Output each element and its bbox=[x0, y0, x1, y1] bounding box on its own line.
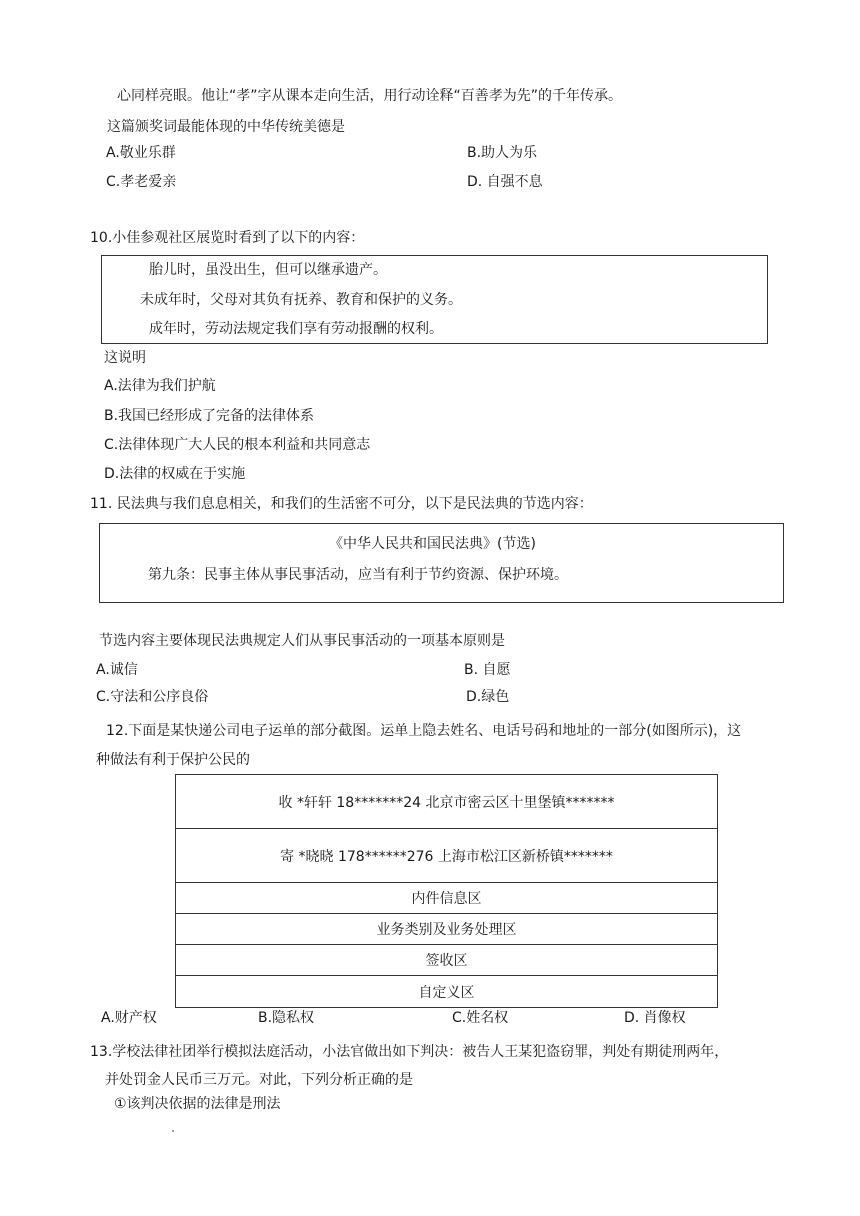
q13-item-1: ①该判决依据的法律是刑法 bbox=[114, 1096, 281, 1112]
waybill-contents-row: 内件信息区 bbox=[176, 883, 717, 914]
q12-option-d: D. 肖像权 bbox=[624, 1010, 686, 1026]
q12-stem-line-1: 12.下面是某快递公司电子运单的部分截图。运单上隐去姓名、电话号码和地址的一部分(如图所示)，这 bbox=[106, 723, 742, 739]
waybill-service-row: 业务类别及业务处理区 bbox=[176, 914, 717, 945]
q10-box-line-3: 成年时，劳动法规定我们享有劳动报酬的权利。 bbox=[149, 321, 443, 337]
q10-box-line-2: 未成年时，父母对其负有抚养、教育和保护的义务。 bbox=[140, 292, 462, 308]
q10-option-d: D.法律的权威在于实施 bbox=[104, 466, 246, 482]
q10-box-line-1: 胎儿时，虽没出生，但可以继承遗产。 bbox=[149, 262, 387, 278]
q11-box-text: 第九条：民事主体从事民事活动，应当有利于节约资源、保护环境。 bbox=[148, 567, 568, 583]
q13-stem-line-2: 并处罚金人民币三万元。对此，下列分析正确的是 bbox=[105, 1072, 413, 1088]
q11-stem: 11. 民法典与我们息息相关，和我们的生活密不可分，以下是民法典的节选内容： bbox=[90, 496, 593, 512]
page-mark bbox=[172, 1130, 174, 1132]
waybill-table bbox=[175, 774, 718, 1008]
q9-option-a: A.敬业乐群 bbox=[106, 145, 176, 161]
waybill-recipient-row: 收 *轩轩 18*******24 北京市密云区十里堡镇******* bbox=[176, 775, 717, 829]
q11-option-d: D.绿色 bbox=[466, 689, 510, 705]
q11-option-c: C.守法和公序良俗 bbox=[96, 689, 209, 705]
q11-option-b: B. 自愿 bbox=[464, 662, 511, 678]
q12-stem-line-2: 种做法有利于保护公民的 bbox=[96, 752, 250, 768]
q12-option-c: C.姓名权 bbox=[452, 1010, 509, 1026]
q9-continuation-line: 心同样亮眼。他让“孝”字从课本走向生活，用行动诠释“百善孝为先”的千年传承。 bbox=[117, 88, 623, 104]
q10-prompt: 这说明 bbox=[104, 350, 146, 366]
q10-option-c: C.法律体现广大人民的根本利益和共同意志 bbox=[104, 437, 371, 453]
q12-option-b: B.隐私权 bbox=[258, 1010, 315, 1026]
q9-option-c: C.孝老爱亲 bbox=[106, 174, 177, 190]
q10-stem: 10.小佳参观社区展览时看到了以下的内容： bbox=[90, 230, 365, 246]
q11-option-a: A.诚信 bbox=[96, 662, 138, 678]
q13-stem-line-1: 13.学校法律社团举行模拟法庭活动，小法官做出如下判决：被告人王某犯盗窃罪，判处有期徒刑两年， bbox=[90, 1044, 729, 1060]
q10-option-a: A.法律为我们护航 bbox=[104, 378, 216, 394]
q9-stem: 这篇颁奖词最能体现的中华传统美德是 bbox=[107, 119, 345, 135]
waybill-signature-row: 签收区 bbox=[176, 945, 717, 976]
waybill-sender-row: 寄 *晓晓 178******276 上海市松江区新桥镇******* bbox=[176, 829, 717, 883]
q12-option-a: A.财产权 bbox=[101, 1010, 157, 1026]
q10-option-b: B.我国已经形成了完备的法律体系 bbox=[104, 408, 315, 424]
q11-prompt: 节选内容主要体现民法典规定人们从事民事活动的一项基本原则是 bbox=[99, 633, 505, 649]
q9-option-b: B.助人为乐 bbox=[467, 145, 538, 161]
q9-option-d: D. 自强不息 bbox=[467, 174, 543, 190]
waybill-custom-row: 自定义区 bbox=[418, 984, 475, 1001]
q11-box-title: 《中华人民共和国民法典》(节选) bbox=[329, 536, 536, 552]
